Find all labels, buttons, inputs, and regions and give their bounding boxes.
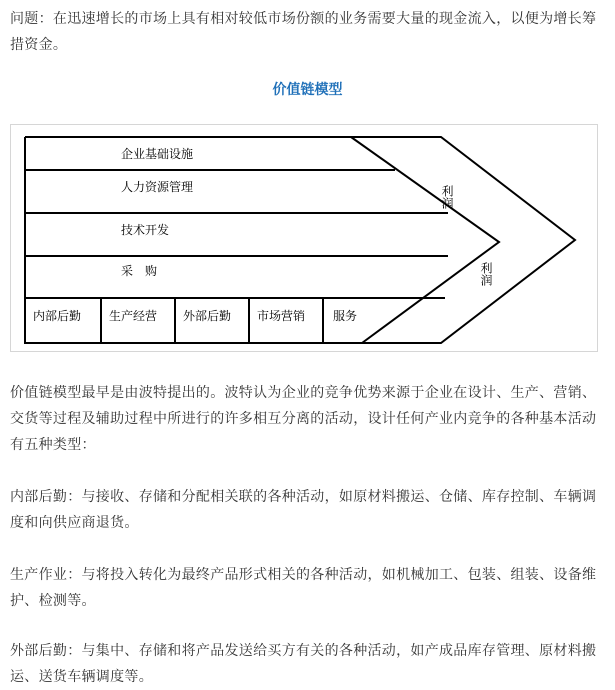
- primary-activity-marketing: 市场营销: [257, 309, 306, 323]
- support-activity-procurement: 采 购: [121, 264, 158, 278]
- intro-paragraph: 问题：在迅速增长的市场上具有相对较低市场份额的业务需要大量的现金流入，以便为增长筹措资金。: [10, 11, 597, 53]
- primary-activity-inbound: 内部后勤: [33, 309, 82, 323]
- margin-chevron: [351, 137, 499, 343]
- primary-activity-service: 服务: [333, 309, 358, 323]
- paragraph-outbound-logistics: 外部后勤：与集中、存储和将产品发送给买方有关的各种活动，如产成品库存管理、原材料搬运、送货车辆调度等。: [10, 643, 597, 685]
- section-title: 价值链模型: [272, 82, 343, 98]
- primary-activity-outbound: 外部后勤: [183, 309, 232, 323]
- paragraph-operations: 生产作业：与将投入转化为最终产品形式相关的各种活动，如机械加工、包装、组装、设备维护、检测等。: [10, 567, 597, 609]
- primary-activity-operations: 生产经营: [109, 309, 158, 323]
- support-activity-technology: 技术开发: [121, 223, 170, 237]
- value-chain-svg: [11, 125, 599, 353]
- margin-label-upper: 利润: [440, 185, 454, 209]
- support-activity-infrastructure: 企业基础设施: [121, 147, 194, 161]
- paragraph-value-chain: 价值链模型最早是由波特提出的。波特认为企业的竞争优势来源于企业在设计、生产、营销、交货等过程及辅助过程中所进行的许多相互分离的活动，设计任何产业内竞争的各种基本活动有五种类型：: [10, 385, 597, 453]
- value-chain-diagram: [10, 124, 598, 352]
- support-activity-hr: 人力资源管理: [121, 180, 194, 194]
- paragraph-inbound-logistics: 内部后勤：与接收、存储和分配相关联的各种活动，如原材料搬运、仓储、库存控制、车辆调度和向供应商退货。: [10, 489, 597, 531]
- margin-label-lower: 利润: [479, 262, 493, 286]
